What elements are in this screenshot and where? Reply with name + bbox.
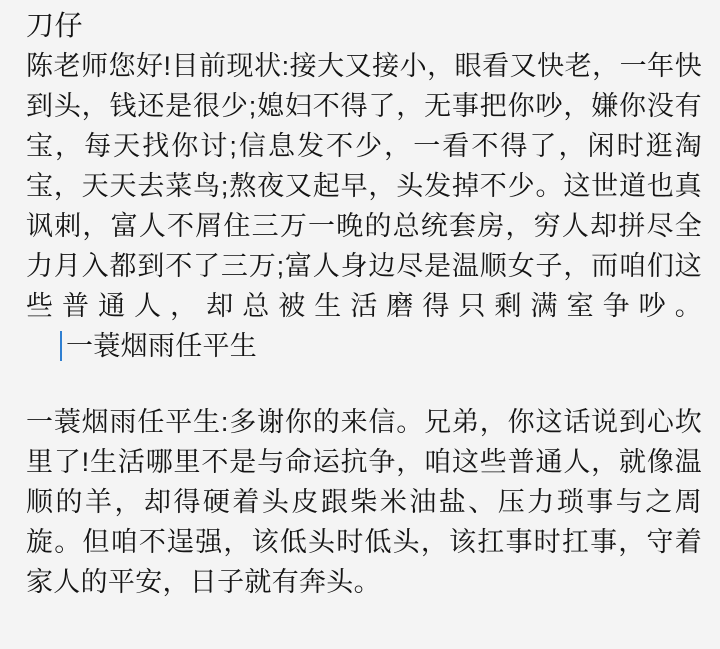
paragraph-spacer xyxy=(26,366,702,402)
reply-author: 一蓑烟雨任平生 xyxy=(26,407,221,437)
letter-paragraph xyxy=(26,46,702,366)
letter-text: 陈老师您好!目前现状:接大又接小，眼看又快老，一年快到头，钱还是很少;媳妇不得了，无事把你吵，嫌你没有宝，每天找你讨;信息发不少，一看不得了，闲时逛淘宝，天天去菜鸟;熬夜又起早，头发掉不少。这世道也真讽刺，富人不屑住三万一晚的总统套房，穷人却拼尽全力月入都到不了三万;富人身边尽是温顺女子，而咱们这些普通人，却总被生活磨得只剩满室争吵。 xyxy=(26,51,702,321)
reply-text: 多谢你的来信。兄弟，你这话说到心坎里了!生活哪里不是与命运抗争，咱这些普通人，就像温顺的羊，却得硬着头皮跟柴米油盐、压力琐事与之周旋。但咱不逞强，该低头时低头，该扛事时扛事，守着家人的平安，日子就有奔头。 xyxy=(26,407,702,597)
reply-paragraph xyxy=(26,402,702,602)
letter-signature-block xyxy=(26,331,257,361)
page-title: 刀仔 xyxy=(26,10,84,41)
letter-signature: 一蓑烟雨任平生 xyxy=(66,331,258,361)
reply-separator: : xyxy=(220,407,229,437)
text-cursor[interactable] xyxy=(60,331,62,361)
